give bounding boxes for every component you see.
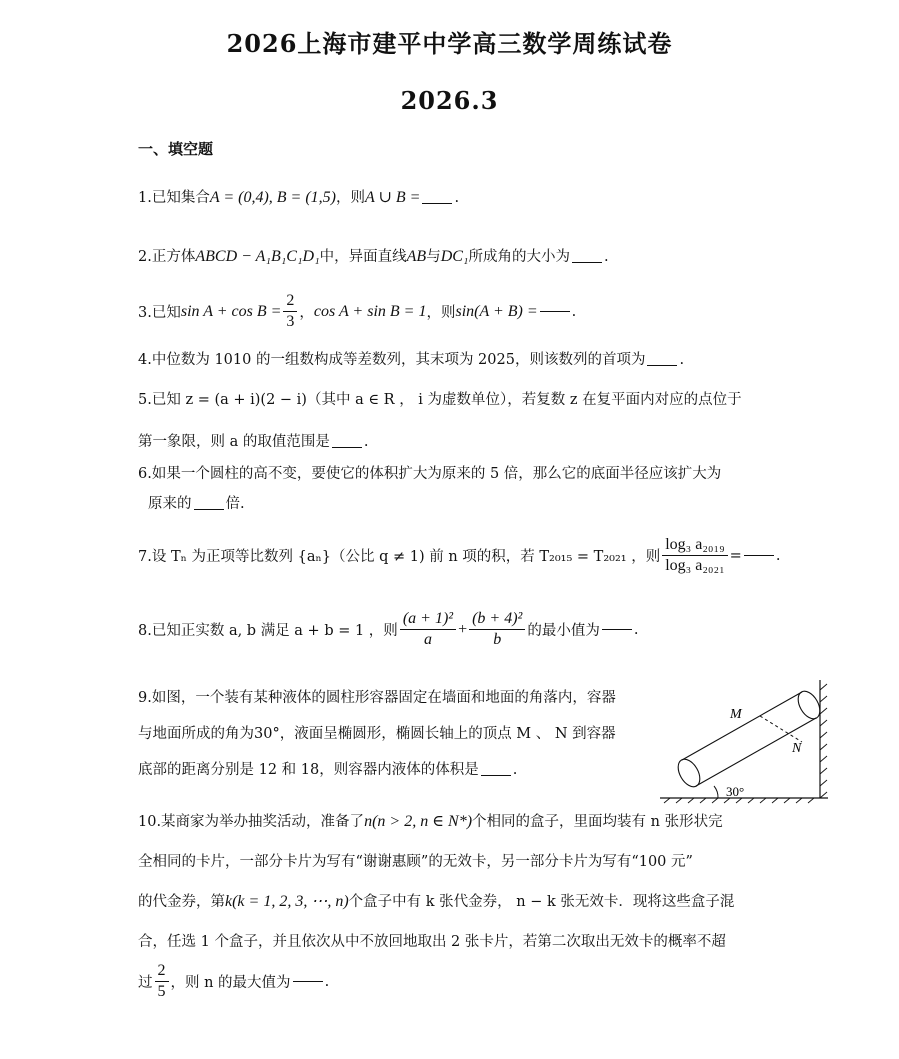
- answer-blank: [293, 981, 323, 982]
- q10-text-line1a: 10.某商家为举办抽奖活动，准备了: [138, 814, 365, 830]
- page-title: 2026上海市建平中学高三数学周练试卷: [226, 29, 673, 58]
- q5-text-line2: 第一象限，则 a 的取值范围是: [138, 434, 330, 450]
- q7-text: 7.设 Tₙ 为正项等比数列 {aₙ}（公比 q ≠ 1) 前 n 项的积，若 T₂₀₁₅ = T₂₀₂₁ ，则: [138, 549, 661, 565]
- angle-arc: [714, 786, 718, 798]
- q3-fraction: [283, 292, 297, 331]
- question-9-line-3: [138, 758, 517, 779]
- point-m-label: M: [730, 707, 742, 722]
- question-9-line-1: [138, 686, 616, 707]
- fraction-numerator: log₃ a₂₀₁₉: [662, 536, 727, 556]
- q4-period: .: [679, 352, 685, 368]
- angle-label: 30°: [726, 784, 745, 799]
- q2-text-and: 与: [426, 249, 441, 265]
- fraction-denominator: 3: [286, 313, 295, 330]
- q5-period: .: [363, 434, 369, 450]
- q8-period: .: [633, 621, 639, 638]
- exam-date: 2026.3: [400, 86, 499, 115]
- fraction-denominator: log₃ a₂₀₂₁: [665, 557, 725, 574]
- question-7: [138, 536, 780, 575]
- question-9-line-2: [138, 722, 616, 743]
- question-6-line-1: [138, 462, 721, 483]
- q3-comma: ，: [299, 305, 314, 321]
- q2-line-ab: AB: [406, 248, 427, 265]
- q1-text: 1.已知集合: [138, 190, 210, 206]
- answer-blank: [602, 629, 632, 630]
- fraction-denominator: 5: [157, 983, 166, 1000]
- q1-math-union: A ∪ B =: [365, 189, 421, 206]
- q10-math-n: n(n > 2, n ∈ N*): [364, 813, 473, 830]
- question-5-line-2: [138, 430, 368, 451]
- q8-plus: +: [458, 620, 468, 638]
- q10-text-line3a: 的代金券，第: [138, 894, 225, 910]
- point-n-label: N: [792, 741, 802, 756]
- q6-text-line2: 原来的: [148, 496, 192, 512]
- q2-period: .: [604, 249, 609, 265]
- answer-blank: [332, 447, 362, 448]
- question-4: [138, 348, 684, 369]
- q10-text-line1b: 个相同的盒子，里面均装有 n 张形状完: [472, 814, 723, 830]
- q7-period: .: [775, 547, 781, 564]
- question-3: [138, 292, 576, 331]
- q2-line-dc1: DC₁: [440, 248, 469, 265]
- question-2: [138, 245, 609, 266]
- q2-text-mid: 中，异面直线: [319, 249, 407, 265]
- question-10-line-3: [138, 890, 734, 911]
- answer-blank: [540, 311, 570, 312]
- answer-blank: [572, 262, 602, 263]
- q9-text-line2: 与地面所成的角为30°，液面呈椭圆形，椭圆长轴上的顶点 M 、 N 到容器: [138, 726, 616, 742]
- cylinder-figure: [660, 676, 830, 806]
- fraction-denominator: a: [423, 631, 432, 648]
- q10-math-k: k(k = 1, 2, 3, ⋯, n): [225, 893, 349, 910]
- q9-period: .: [512, 762, 518, 778]
- q10-fraction: [155, 962, 169, 1001]
- section-heading: 一、填空题: [138, 140, 214, 158]
- question-10-line-2: [138, 850, 693, 871]
- q1-period: .: [454, 190, 460, 206]
- q3-text-mid: ，则: [426, 305, 456, 321]
- q7-fraction: [662, 536, 727, 575]
- q3-math3: sin(A + B) =: [455, 302, 538, 320]
- q2-text-end: 所成角的大小为: [468, 249, 570, 265]
- q8-fraction-2: [469, 610, 525, 649]
- q10-text-line5a: 过: [138, 975, 153, 991]
- q8-text-end: 的最小值为: [527, 623, 600, 639]
- wall-hatching: [820, 684, 827, 798]
- answer-blank: [422, 203, 452, 204]
- q10-text-line3b: 个盒子中有 k 张代金券， n − k 张无效卡．现将这些盒子混: [348, 894, 735, 910]
- q10-text-line4: 合，任选 1 个盒子，并且依次从中不放回地取出 2 张卡片，若第二次取出无效卡的概率不超: [138, 934, 726, 950]
- answer-blank: [194, 509, 224, 510]
- q8-text: 8.已知正实数 a, b 满足 a + b = 1 ，则: [138, 623, 398, 639]
- q10-text-line5b: ，则 n 的最大值为: [170, 975, 291, 991]
- question-10-line-1: [138, 810, 723, 831]
- q2-text: 2.正方体: [138, 249, 196, 265]
- q2-math: ABCD − A₁B₁C₁D₁: [195, 248, 320, 265]
- question-10-line-5: [138, 962, 329, 1001]
- answer-blank: [744, 555, 774, 556]
- q1-text-mid: ，则: [336, 190, 366, 206]
- question-10-line-4: [138, 930, 726, 951]
- q10-text-line2: 全相同的卡片，一部分卡片为写有“谢谢惠顾”的无效卡，另一部分卡片为写有“100 元”: [138, 854, 693, 870]
- question-6-line-2: [138, 492, 245, 513]
- q9-text-line3: 底部的距离分别是 12 和 18，则容器内液体的体积是: [138, 762, 479, 778]
- q8-fraction-1: [400, 610, 456, 649]
- cylinder: [674, 688, 825, 791]
- q5-text-line1: 5.已知 z = (a + i)(2 − i)（其中 a ∈ R ， i 为虚数单位），若复数 z 在复平面内对应的点位于: [138, 392, 742, 408]
- q3-math: sin A + cos B =: [180, 302, 282, 320]
- answer-blank: [647, 365, 677, 366]
- question-5-line-1: [138, 388, 742, 409]
- q10-period: .: [324, 973, 330, 990]
- q6-text-end: 倍.: [225, 496, 245, 512]
- q1-math: A = (0,4), B = (1,5): [209, 189, 337, 206]
- question-1: [138, 186, 459, 207]
- q4-text: 4.中位数为 1010 的一组数构成等差数列，其末项为 2025，则该数列的首项为: [138, 352, 646, 368]
- q6-text-line1: 6.如果一个圆柱的高不变，要使它的体积扩大为原来的 5 倍，那么它的底面半径应该扩大为: [138, 466, 722, 482]
- q3-text: 3.已知: [138, 305, 181, 321]
- fraction-numerator: 2: [283, 292, 297, 312]
- answer-blank: [481, 775, 511, 776]
- fraction-denominator: b: [493, 631, 502, 648]
- q3-math2: cos A + sin B = 1: [313, 302, 427, 320]
- fraction-numerator: 2: [155, 962, 169, 982]
- fraction-numerator: (a + 1)²: [400, 610, 456, 630]
- q3-period: .: [571, 303, 577, 320]
- question-8: [138, 610, 638, 649]
- fraction-numerator: (b + 4)²: [469, 610, 525, 630]
- q7-equals: =: [729, 547, 742, 564]
- q9-text-line1: 9.如图，一个装有某种液体的圆柱形容器固定在墙面和地面的角落内，容器: [138, 690, 616, 706]
